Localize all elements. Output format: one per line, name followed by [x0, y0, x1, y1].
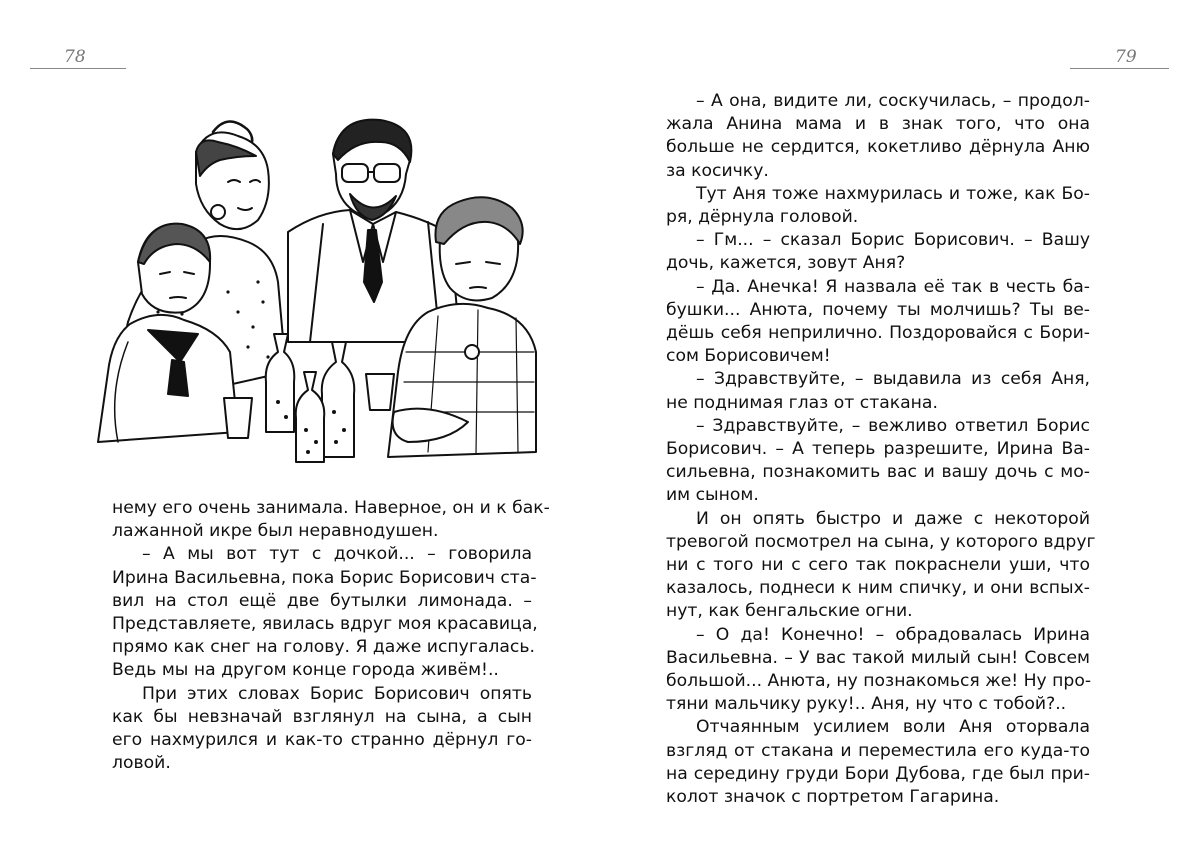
- text-line: дёшь себя неприлично. Поздоровайся с Бори-: [666, 323, 1090, 344]
- text-line: больше не сердится, кокетливо дёрнула Аню: [666, 137, 1090, 158]
- text-line: – Здравствуйте, – вежливо ответил Борис: [696, 415, 1090, 436]
- text-line: – Гм... – сказал Борис Борисович. – Вашу: [696, 230, 1090, 251]
- text-line: им сыном.: [666, 485, 759, 506]
- text-line: как бы невзначай взглянул на сына, а сын: [112, 706, 532, 727]
- text-line: не поднимая глаз от стакана.: [666, 392, 938, 413]
- text-line: дочь, кажется, зовут Аня?: [666, 253, 906, 274]
- text-line: – Да. Анечка! Я назвала её так в честь ба-: [696, 276, 1090, 297]
- text-line: И он опять быстро и даже с некоторой: [696, 508, 1090, 529]
- text-line: взгляд от стакана и переместила его куда-то: [666, 740, 1090, 761]
- text-line: нему его очень занимала. Наверное, он и к бак-: [112, 498, 550, 518]
- text-line: тяни мальчику руку!.. Аня, ну что с тобой?..: [666, 694, 1067, 715]
- text-line: ловой.: [112, 753, 171, 774]
- text-line: колот значок с портретом Гагарина.: [666, 787, 1000, 808]
- text-line: Ведь мы на другом конце города живём!..: [112, 660, 499, 681]
- text-line: ни с того ни с сего так покраснели уши, что: [666, 555, 1090, 576]
- page-number: 78: [64, 47, 86, 67]
- text-line: нут, как бенгальские огни.: [666, 601, 913, 622]
- text-line: – О да! Конечно! – обрадовалась Ирина: [696, 624, 1090, 645]
- header-rule: [1070, 68, 1169, 69]
- text-line: Борисович. – А теперь разрешите, Ирина Ва-: [666, 439, 1090, 460]
- text-line: При этих словах Борис Борисович опять: [142, 683, 532, 704]
- text-line: Васильевна. – У вас такой милый сын! Совсем: [666, 647, 1090, 668]
- text-line: за косичку.: [666, 160, 769, 181]
- text-line: Отчаянным усилием воли Аня оторвала: [696, 717, 1090, 738]
- text-line: ря, дёрнула головой.: [666, 207, 859, 228]
- text-line: сильевна, познакомить вас и вашу дочь с мо-: [666, 462, 1090, 483]
- text-line: большой... Анюта, ну познакомься же! Ну про-: [666, 671, 1092, 692]
- page-number: 79: [1115, 47, 1137, 67]
- text-line: – А она, видите ли, соскучилась, – продол-: [696, 91, 1090, 111]
- text-line: Представляете, явилась вдруг моя красавица,: [112, 614, 538, 635]
- text-line: лажанной икре был неравнодушен.: [112, 521, 439, 542]
- text-line: прямо как снег на голову. Я даже испугалась.: [112, 637, 535, 658]
- family-scene-illustration: [88, 112, 538, 470]
- text-line: – А мы вот тут с дочкой... – говорила: [142, 544, 532, 565]
- text-line: сом Борисовичем!: [666, 346, 831, 367]
- right-page-text: [666, 90, 1096, 809]
- text-line: жала Анина мама и в знак того, что она: [666, 114, 1090, 135]
- text-line: Ирина Васильевна, пока Борис Борисович ста-: [112, 567, 537, 588]
- text-line: Тут Аня тоже нахмурилась и тоже, как Бо-: [696, 183, 1090, 204]
- text-line: казалось, поднеси к ним спичку, и они вспых-: [666, 578, 1090, 599]
- text-line: – Здравствуйте, – выдавила из себя Аня,: [696, 369, 1090, 390]
- text-line: тревогой посмотрел на сына, у которого вдруг: [666, 531, 1096, 552]
- left-page-text: [112, 497, 550, 775]
- text-line: бушки... Анюта, почему ты молчишь? Ты ве-: [666, 299, 1090, 320]
- text-line: на середину груди Бори Дубова, где был при-: [666, 763, 1090, 784]
- text-line: вил на стол ещё две бутылки лимонада. –: [112, 590, 532, 611]
- header-rule: [30, 68, 126, 69]
- text-line: его нахмурился и как-то странно дёрнул го-: [112, 730, 532, 751]
